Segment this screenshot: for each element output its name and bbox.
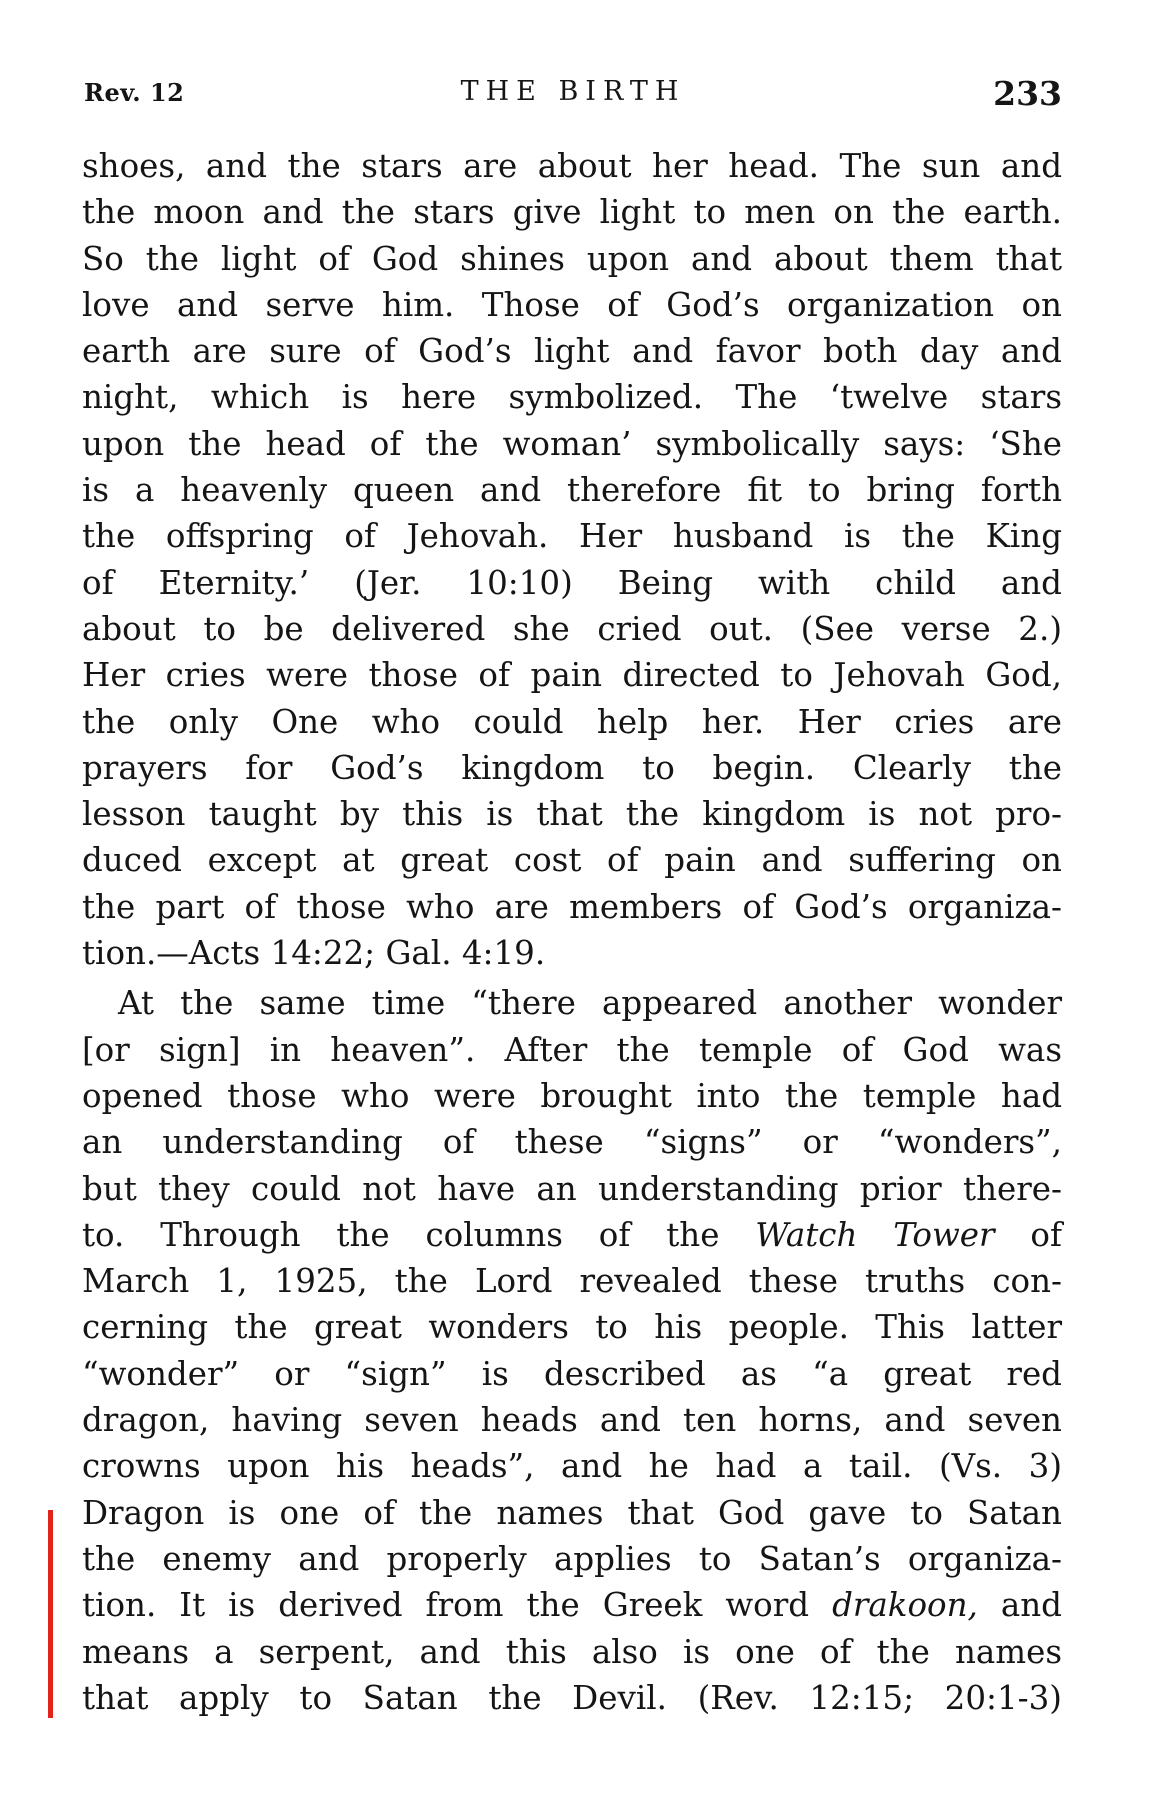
text-line: opened those who were brought into the temple had <box>82 1076 1062 1115</box>
text-line: of Eternity.’ (Jer. 10:10) Being with child and <box>82 563 1062 602</box>
paragraph-2 <box>82 980 1062 1721</box>
text-line: crowns upon his heads”, and he had a tail. (Vs. 3) <box>82 1447 1062 1486</box>
text-line: Dragon is one of the names that God gave to Satan <box>82 1493 1062 1532</box>
text-line: the only One who could help her. Her cries are <box>82 702 1062 741</box>
text-line: lesson taught by this is that the kingdom is not pro- <box>82 795 1062 834</box>
text-line: means a serpent, and this also is one of the names <box>82 1632 1062 1671</box>
text-line: At the same time “there appeared another wonder <box>118 984 1062 1023</box>
text-line-drakoon <box>82 1582 1062 1628</box>
text-line: tion.—Acts 14:22; Gal. 4:19. <box>82 934 546 973</box>
text-line: that apply to Satan the Devil. (Rev. 12:15; 20:1-3) <box>82 1678 1062 1717</box>
text-line: but they could not have an understanding prior there- <box>82 1169 1062 1208</box>
text-line: dragon, having seven heads and ten horns, and seven <box>82 1401 1062 1440</box>
text-segment: to. Through the columns of the <box>82 1215 720 1254</box>
chapter-reference: Rev. 12 <box>84 78 185 107</box>
text-segment: tion. It is derived from the Greek word <box>82 1586 810 1625</box>
greek-word: drakoon, <box>832 1586 978 1625</box>
text-segment: of <box>1030 1215 1062 1254</box>
text-line: cerning the great wonders to his people. This latter <box>82 1308 1062 1347</box>
text-line: So the light of God shines upon and about them that <box>82 239 1062 278</box>
text-line: March 1, 1925, the Lord revealed these truths con- <box>82 1262 1062 1301</box>
text-line: the part of those who are members of God’s organiza- <box>82 887 1062 926</box>
text-line: earth are sure of God’s light and favor both day and <box>82 332 1062 371</box>
text-line: prayers for God’s kingdom to begin. Clearly the <box>82 748 1062 787</box>
text-line: shoes, and the stars are about her head. The sun and <box>82 147 1062 185</box>
text-line: the enemy and properly applies to Satan’s organiza- <box>82 1539 1062 1578</box>
text-line: the moon and the stars give light to men on the earth. <box>82 193 1062 232</box>
text-segment: and <box>1000 1586 1062 1625</box>
running-header <box>84 72 1062 122</box>
text-line: Her cries were those of pain directed to Jehovah God, <box>82 656 1062 695</box>
text-line: about to be delivered she cried out. (See verse 2.) <box>82 609 1062 648</box>
paragraph-1 <box>82 143 1062 976</box>
text-line: love and serve him. Those of God’s organization on <box>82 285 1062 324</box>
running-title: THE BIRTH <box>460 76 686 107</box>
page-number: 233 <box>993 74 1062 113</box>
text-line: “wonder” or “sign” is described as “a great red <box>82 1354 1062 1393</box>
text-line: night, which is here symbolized. The ‘twelve stars <box>82 378 1062 417</box>
publication-title: Watch Tower <box>755 1215 995 1254</box>
text-line: the offspring of Jehovah. Her husband is the King <box>82 517 1062 556</box>
text-line: an understanding of these “signs” or “wonders”, <box>82 1123 1062 1162</box>
text-line: is a heavenly queen and therefore fit to bring forth <box>82 471 1062 510</box>
body-text <box>82 143 1062 1721</box>
text-line: upon the head of the woman’ symbolically says: ‘She <box>82 424 1062 463</box>
text-line-watch-tower <box>82 1212 1062 1258</box>
text-line: duced except at great cost of pain and suffering on <box>82 841 1062 880</box>
margin-highlight-bar <box>48 1510 53 1718</box>
text-line: [or sign] in heaven”. After the temple of God was <box>82 1030 1062 1069</box>
